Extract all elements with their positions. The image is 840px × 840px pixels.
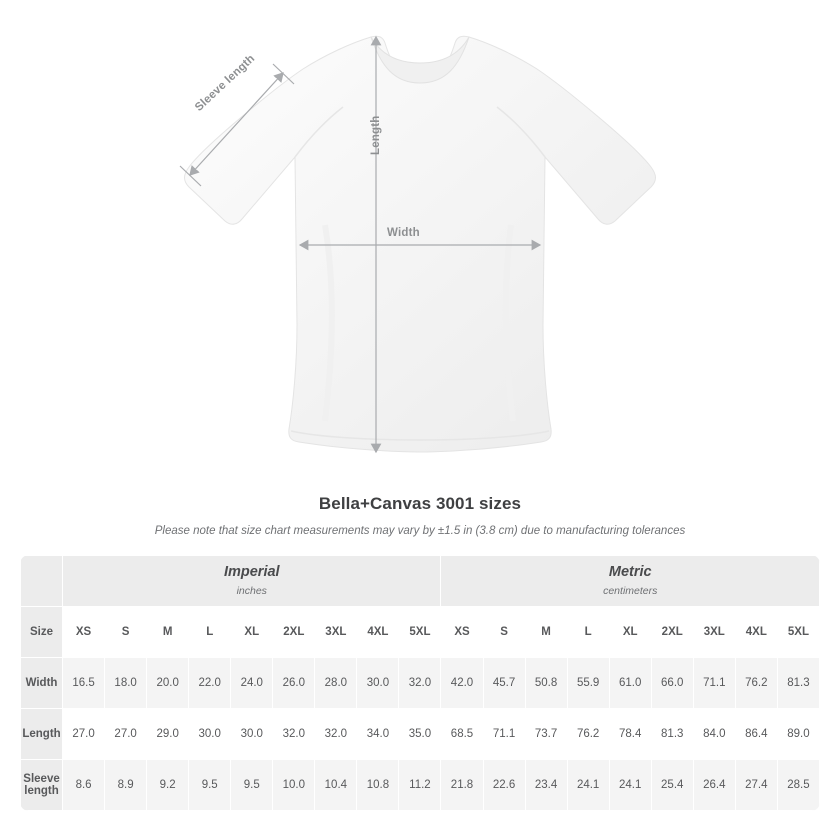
cell: 86.4 — [735, 709, 777, 760]
cell: 89.0 — [777, 709, 819, 760]
cell: 10.4 — [315, 760, 357, 811]
annotation-width: Width — [387, 227, 420, 239]
system-name-metric: Metric — [608, 564, 652, 581]
size-header-cell: S — [105, 607, 147, 658]
cell: 8.9 — [105, 760, 147, 811]
cell: 78.4 — [609, 709, 651, 760]
cell: 30.0 — [357, 658, 399, 709]
page-title: Bella+Canvas 3001 sizes — [318, 494, 522, 513]
size-header-cell: 4XL — [735, 607, 777, 658]
tolerance-note: Please note that size chart measurements may vary by ±1.5 in (3.8 cm) due to manufacturing tolerances — [154, 525, 686, 537]
cell: 45.7 — [483, 658, 525, 709]
cell: 26.0 — [273, 658, 315, 709]
cell: 18.0 — [105, 658, 147, 709]
size-header-cell: L — [189, 607, 231, 658]
size-header-cell: 3XL — [693, 607, 735, 658]
size-header-cell: S — [483, 607, 525, 658]
cell: 27.0 — [63, 709, 105, 760]
cell: 28.5 — [777, 760, 819, 811]
size-header-cell: XL — [231, 607, 273, 658]
cell: 23.4 — [525, 760, 567, 811]
cell: 8.6 — [63, 760, 105, 811]
size-header-cell: XS — [441, 607, 483, 658]
cell: 24.0 — [231, 658, 273, 709]
annotation-length: Length — [370, 115, 382, 155]
cell: 32.0 — [273, 709, 315, 760]
size-header-cell: 5XL — [777, 607, 819, 658]
row-label-sleeve-length: Sleeve length — [21, 760, 63, 811]
cell: 10.0 — [273, 760, 315, 811]
size-header-cell: 4XL — [357, 607, 399, 658]
size-header-cell: L — [567, 607, 609, 658]
table-row — [21, 709, 820, 760]
cell: 11.2 — [399, 760, 441, 811]
row-label-header: Size — [21, 607, 63, 658]
cell: 27.4 — [735, 760, 777, 811]
cell: 22.6 — [483, 760, 525, 811]
cell: 76.2 — [735, 658, 777, 709]
cell: 61.0 — [609, 658, 651, 709]
cell: 25.4 — [651, 760, 693, 811]
cell: 24.1 — [567, 760, 609, 811]
cell: 73.7 — [525, 709, 567, 760]
size-header-cell: M — [525, 607, 567, 658]
cell: 29.0 — [147, 709, 189, 760]
size-header-cell: 5XL — [399, 607, 441, 658]
size-header-cell: 3XL — [315, 607, 357, 658]
cell: 9.5 — [189, 760, 231, 811]
corner-cell — [21, 556, 63, 607]
system-header-metric — [441, 556, 820, 607]
cell: 21.8 — [441, 760, 483, 811]
cell: 35.0 — [399, 709, 441, 760]
size-table — [20, 555, 820, 811]
annotation-sleeve-length: Sleeve length — [193, 52, 258, 114]
table-system-header-row — [21, 556, 820, 607]
cell: 22.0 — [189, 658, 231, 709]
cell: 27.0 — [105, 709, 147, 760]
cell: 42.0 — [441, 658, 483, 709]
cell: 81.3 — [777, 658, 819, 709]
row-label-width: Width — [21, 658, 63, 709]
cell: 84.0 — [693, 709, 735, 760]
cell: 30.0 — [231, 709, 273, 760]
cell: 28.0 — [315, 658, 357, 709]
cell: 20.0 — [147, 658, 189, 709]
cell: 55.9 — [567, 658, 609, 709]
title-block — [0, 494, 840, 537]
table-size-header-row — [21, 607, 820, 658]
cell: 24.1 — [609, 760, 651, 811]
cell: 30.0 — [189, 709, 231, 760]
cell: 50.8 — [525, 658, 567, 709]
system-header-imperial — [63, 556, 441, 607]
system-unit-imperial: inches — [236, 584, 267, 597]
size-header-cell: XS — [63, 607, 105, 658]
cell: 76.2 — [567, 709, 609, 760]
row-label-length: Length — [21, 709, 63, 760]
cell: 81.3 — [651, 709, 693, 760]
cell: 66.0 — [651, 658, 693, 709]
size-header-cell: XL — [609, 607, 651, 658]
cell: 32.0 — [399, 658, 441, 709]
size-header-cell: 2XL — [651, 607, 693, 658]
size-header-cell: M — [147, 607, 189, 658]
system-unit-metric: centimeters — [603, 584, 658, 597]
cell: 71.1 — [483, 709, 525, 760]
table-row — [21, 760, 820, 811]
cell: 34.0 — [357, 709, 399, 760]
size-table-wrap — [20, 555, 820, 811]
cell: 10.8 — [357, 760, 399, 811]
size-header-cell: 2XL — [273, 607, 315, 658]
cell: 9.5 — [231, 760, 273, 811]
cell: 16.5 — [63, 658, 105, 709]
system-name-imperial: Imperial — [223, 564, 280, 581]
cell: 32.0 — [315, 709, 357, 760]
cell: 9.2 — [147, 760, 189, 811]
cell: 71.1 — [693, 658, 735, 709]
cell: 26.4 — [693, 760, 735, 811]
cell: 68.5 — [441, 709, 483, 760]
table-row — [21, 658, 820, 709]
